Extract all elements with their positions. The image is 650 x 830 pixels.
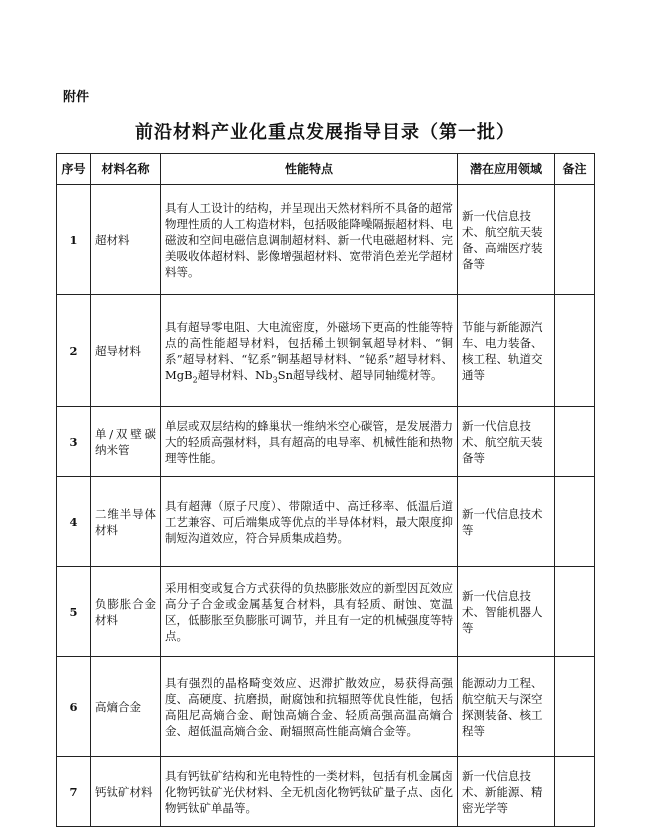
row-notes xyxy=(555,477,595,567)
row-seq: 5 xyxy=(57,567,91,657)
header-seq: 序号 xyxy=(57,154,91,185)
row-notes xyxy=(555,567,595,657)
table-header-row xyxy=(57,154,595,185)
materials-catalog-table xyxy=(56,153,595,827)
row-seq: 2 xyxy=(57,295,91,407)
header-applications: 潜在应用领域 xyxy=(458,154,555,185)
row-notes xyxy=(555,757,595,827)
row-properties xyxy=(161,295,458,407)
row-properties: 具有人工设计的结构，并呈现出天然材料所不具备的超常物理性质的人工构造材料，包括吸能降噪隔振超材料、电磁波和空间电磁信息调制超材料、新一代电磁超材料、完美吸收体超材料、影像增强超材料、宽带消色差光学超材料等。 xyxy=(161,185,458,295)
table-row xyxy=(57,567,595,657)
row-material-name: 二维半导体材料 xyxy=(91,477,161,567)
table-row xyxy=(57,407,595,477)
row-seq: 3 xyxy=(57,407,91,477)
props-text-part: 具有超导零电阻、大电流密度，外磁场下更高的性能等特点的高性能超导材料，包括稀土钡铜氧超导材料、“铜系”超导材料、“钇系”铜基超导材料、“铋系”超导材料、MgB xyxy=(165,319,453,382)
row-properties: 具有超薄（原子尺度）、带隙适中、高迁移率、低温后道工艺兼容、可后端集成等优点的半导体材料，最大限度抑制短沟道效应，符合异质集成趋势。 xyxy=(161,477,458,567)
document-title: 前沿材料产业化重点发展指导目录（第一批） xyxy=(135,122,515,143)
table-row xyxy=(57,757,595,827)
props-text-part: 超导材料、Nb xyxy=(197,367,273,382)
table-row xyxy=(57,185,595,295)
row-properties: 单层或双层结构的蜂巢状一维纳米空心碳管，是发展潜力大的轻质高强材料，具有超高的电导率、机械性能和热物理等性能。 xyxy=(161,407,458,477)
row-notes xyxy=(555,657,595,757)
row-properties: 具有强烈的晶格畸变效应、迟滞扩散效应，易获得高强度、高硬度、抗磨损，耐腐蚀和抗辐照等优良性能，包括高阻尼高熵合金、耐蚀高熵合金、轻质高强高温高熵合金、超低温高熵合金、耐辐照高性能高熵合金等。 xyxy=(161,657,458,757)
subscript: 2 xyxy=(192,374,198,384)
subscript: 3 xyxy=(272,374,278,384)
row-applications: 新一代信息技术、航空航天装备、高端医疗装备等 xyxy=(458,185,555,295)
header-properties: 性能特点 xyxy=(161,154,458,185)
row-applications: 新一代信息技术等 xyxy=(458,477,555,567)
header-notes: 备注 xyxy=(555,154,595,185)
table-row xyxy=(57,657,595,757)
row-notes xyxy=(555,295,595,407)
row-properties: 具有钙钛矿结构和光电特性的一类材料，包括有机金属卤化物钙钛矿光伏材料、全无机卤化物钙钛矿量子点、卤化物钙钛矿单晶等。 xyxy=(161,757,458,827)
row-seq: 7 xyxy=(57,757,91,827)
row-notes xyxy=(555,407,595,477)
row-seq: 1 xyxy=(57,185,91,295)
row-material-name: 负膨胀合金材料 xyxy=(91,567,161,657)
row-material-name: 钙钛矿材料 xyxy=(91,757,161,827)
row-seq: 4 xyxy=(57,477,91,567)
row-seq: 6 xyxy=(57,657,91,757)
row-properties: 采用相变或复合方式获得的负热膨胀效应的新型因瓦效应高分子合金或金属基复合材料，具有轻质、耐蚀、宽温区，低膨胀至负膨胀可调节，并且有一定的机械强度等特点。 xyxy=(161,567,458,657)
row-applications: 节能与新能源汽车、电力装备、核工程、轨道交通等 xyxy=(458,295,555,407)
props-text-part: Sn超导线材、超导同轴缆材等。 xyxy=(277,367,443,382)
row-applications: 能源动力工程、航空航天与深空探测装备、核工程等 xyxy=(458,657,555,757)
row-applications: 新一代信息技术、智能机器人等 xyxy=(458,567,555,657)
row-material-name: 高熵合金 xyxy=(91,657,161,757)
row-material-name: 超材料 xyxy=(91,185,161,295)
attachment-label: 附件 xyxy=(63,90,90,105)
row-material-name: 超导材料 xyxy=(91,295,161,407)
table-row xyxy=(57,295,595,407)
header-material-name: 材料名称 xyxy=(91,154,161,185)
table-row xyxy=(57,477,595,567)
row-applications: 新一代信息技术、航空航天装备等 xyxy=(458,407,555,477)
row-notes xyxy=(555,185,595,295)
row-material-name: 单/双壁碳纳米管 xyxy=(91,407,161,477)
row-applications: 新一代信息技术、新能源、精密光学等 xyxy=(458,757,555,827)
